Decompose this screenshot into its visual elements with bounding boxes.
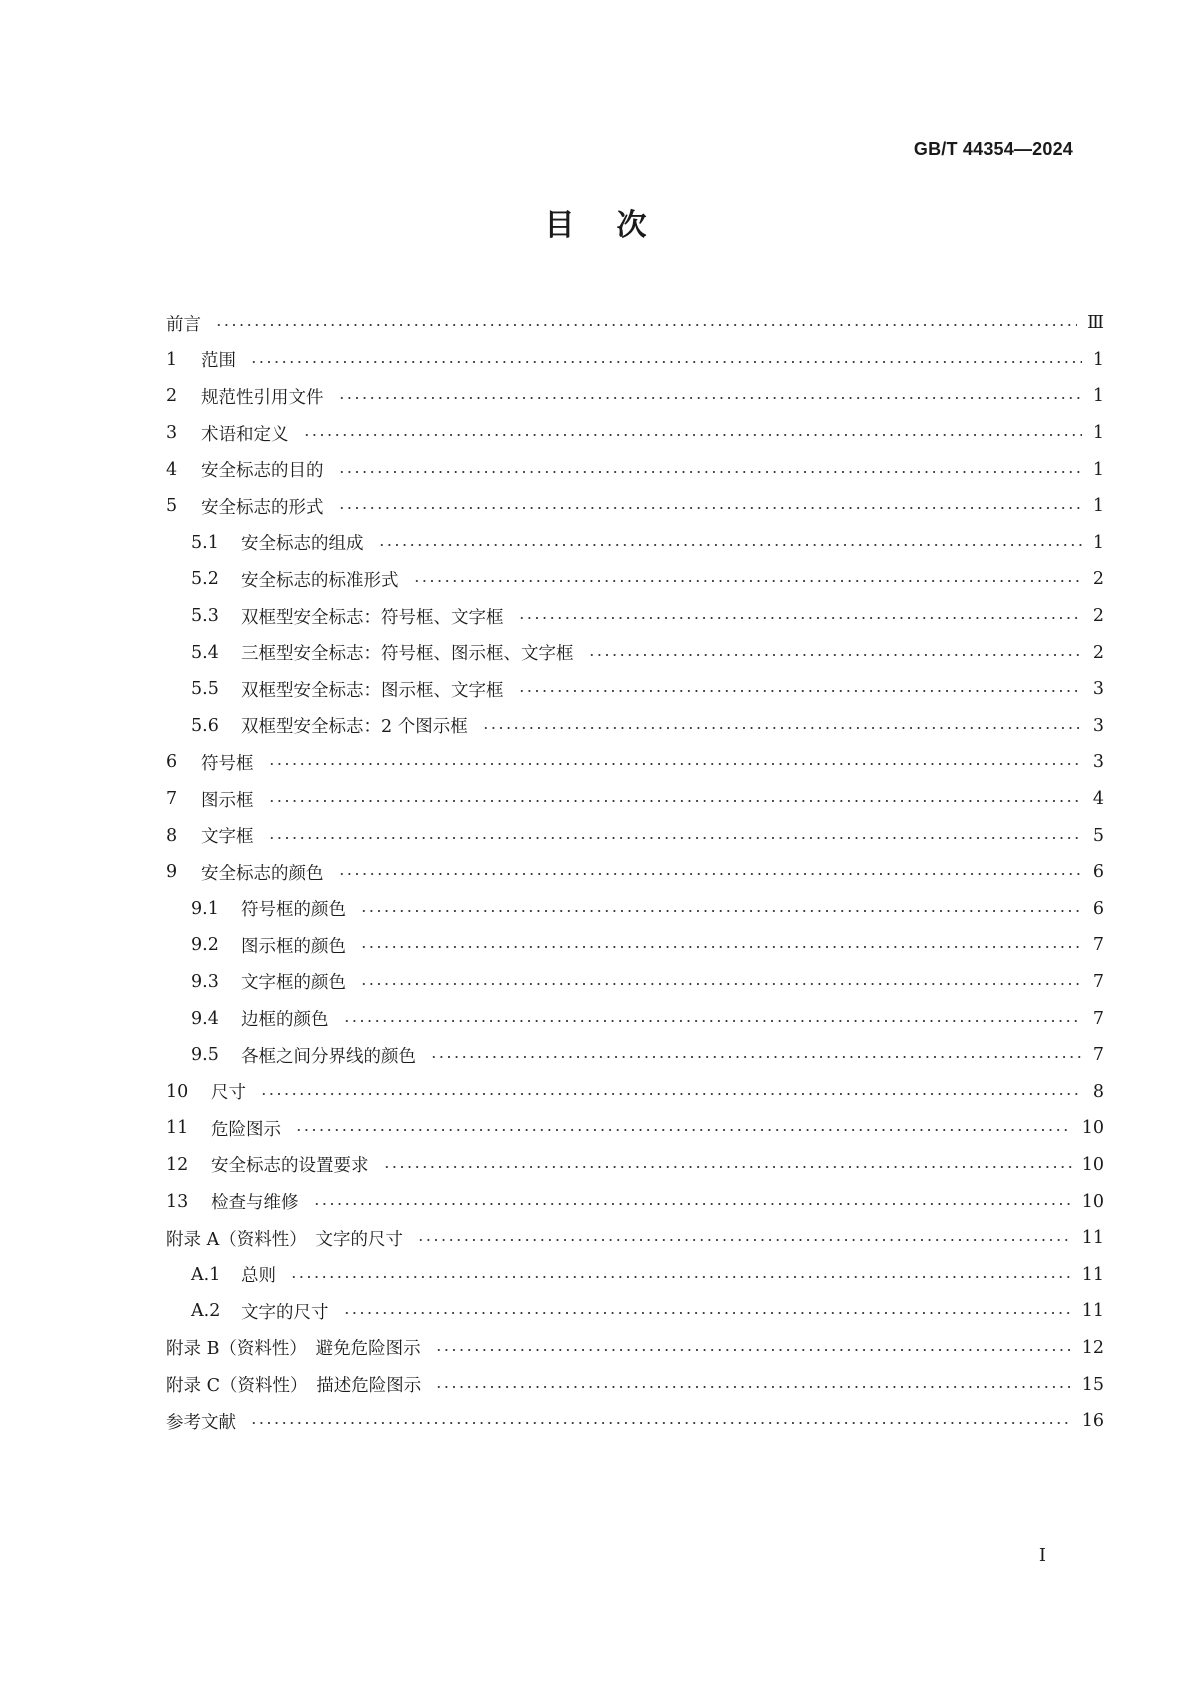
toc-entry-label: 双框型安全标志：2 个图示框 — [241, 717, 468, 738]
toc-entry-5-2[interactable] — [166, 561, 1104, 598]
toc-entry-page: 1 — [1092, 496, 1104, 517]
standard-code: GB/T 44354—2024 — [913, 139, 1073, 159]
leader-dots — [338, 396, 1083, 400]
toc-entry-label: 参考文献 — [166, 1412, 236, 1433]
toc-entry-label: 安全标志的颜色 — [201, 863, 324, 884]
toc-entry-page: 11 — [1081, 1264, 1104, 1285]
toc-entry-12[interactable] — [166, 1147, 1104, 1184]
toc-entry-page: 10 — [1081, 1154, 1104, 1175]
toc-entry-page: 8 — [1092, 1081, 1104, 1102]
toc-entry-5-6[interactable] — [166, 708, 1104, 745]
toc-entry-5-1[interactable] — [166, 525, 1104, 562]
toc-entry-number: 13 — [166, 1191, 189, 1212]
toc-entry-foreword[interactable] — [166, 305, 1104, 342]
toc-entry-2[interactable] — [166, 378, 1104, 415]
toc-entry-3[interactable] — [166, 415, 1104, 452]
toc-entry-10[interactable] — [166, 1073, 1104, 1110]
toc-entry-number: 3 — [166, 423, 178, 444]
toc-entry-label: 危险图示 — [211, 1119, 281, 1140]
leader-dots — [383, 1165, 1072, 1169]
leader-dots — [268, 762, 1083, 766]
leader-dots — [518, 616, 1083, 620]
toc-entry-page: 7 — [1092, 1008, 1104, 1029]
toc-entry-9-4[interactable] — [166, 1000, 1104, 1037]
toc-entry-page: 2 — [1092, 642, 1104, 663]
leader-dots — [295, 1128, 1072, 1132]
table-of-contents — [166, 305, 1104, 1439]
leader-dots — [260, 1092, 1082, 1096]
toc-entry-page: 1 — [1092, 423, 1104, 444]
toc-entry-page: Ⅲ — [1087, 313, 1104, 334]
toc-entry-5-3[interactable] — [166, 598, 1104, 635]
toc-entry-label: 总则 — [241, 1266, 276, 1287]
toc-entry-number: 5 — [166, 496, 178, 517]
toc-entry-page: 7 — [1092, 935, 1104, 956]
toc-entry-1[interactable] — [166, 342, 1104, 379]
toc-entry-label: 安全标志的形式 — [201, 497, 324, 518]
leader-dots — [413, 579, 1083, 583]
leader-dots — [313, 1202, 1072, 1206]
toc-entry-label: 双框型安全标志：图示框、文字框 — [241, 680, 504, 701]
toc-entry-number: 9.1 — [191, 898, 219, 919]
toc-entry-label: 各框之间分界线的颜色 — [241, 1046, 416, 1067]
leader-dots — [250, 1421, 1072, 1425]
leader-dots — [338, 470, 1083, 474]
toc-entry-label: 边框的颜色 — [241, 1010, 329, 1031]
leader-dots — [268, 799, 1083, 803]
toc-entry-6[interactable] — [166, 744, 1104, 781]
leader-dots — [360, 982, 1082, 986]
toc-entry-page: 7 — [1092, 1045, 1104, 1066]
leader-dots — [435, 1385, 1072, 1389]
toc-entry-label: 图示框 — [201, 790, 254, 811]
toc-entry-number: 2 — [166, 386, 178, 407]
toc-entry-page: 4 — [1092, 789, 1104, 810]
toc-entry-number: 9.2 — [191, 935, 219, 956]
toc-entry-page: 1 — [1092, 532, 1104, 553]
toc-entry-9[interactable] — [166, 854, 1104, 891]
toc-entry-label: 文字的尺寸 — [241, 1302, 329, 1323]
page-number: I — [1038, 1545, 1046, 1566]
toc-entry-page: 16 — [1081, 1411, 1104, 1432]
toc-entry-page: 10 — [1081, 1118, 1104, 1139]
leader-dots — [338, 506, 1083, 510]
toc-entry-8[interactable] — [166, 817, 1104, 854]
toc-entry-label: 安全标志的设置要求 — [211, 1156, 369, 1177]
toc-entry-7[interactable] — [166, 781, 1104, 818]
toc-entry-page: 5 — [1092, 825, 1104, 846]
toc-entry-number: 5.1 — [191, 532, 219, 553]
leader-dots — [360, 945, 1082, 949]
toc-entry-appendix-a[interactable] — [166, 1220, 1104, 1257]
toc-entry-number: 6 — [166, 752, 178, 773]
toc-entry-number: 7 — [166, 789, 178, 810]
toc-entry-label: 双框型安全标志：符号框、文字框 — [241, 607, 504, 628]
toc-entry-label: 安全标志的目的 — [201, 461, 324, 482]
leader-dots — [250, 360, 1082, 364]
leader-dots — [343, 1311, 1072, 1315]
toc-entry-page: 2 — [1092, 606, 1104, 627]
toc-entry-number: 10 — [166, 1081, 189, 1102]
leader-dots — [588, 653, 1083, 657]
toc-entry-label: 前言 — [166, 314, 201, 335]
toc-entry-number: A.2 — [191, 1301, 221, 1322]
toc-entry-label: 检查与维修 — [211, 1193, 299, 1214]
toc-entry-9-2[interactable] — [166, 927, 1104, 964]
toc-entry-a-1[interactable] — [166, 1256, 1104, 1293]
toc-entry-page: 15 — [1081, 1374, 1104, 1395]
toc-entry-page: 3 — [1092, 679, 1104, 700]
toc-entry-number: 9.4 — [191, 1008, 219, 1029]
leader-dots — [215, 323, 1077, 327]
toc-entry-11[interactable] — [166, 1110, 1104, 1147]
toc-entry-page: 10 — [1081, 1191, 1104, 1212]
toc-entry-appendix-b[interactable] — [166, 1330, 1104, 1367]
toc-entry-5-4[interactable] — [166, 634, 1104, 671]
toc-entry-13[interactable] — [166, 1183, 1104, 1220]
toc-entry-number: 9.3 — [191, 971, 219, 992]
toc-entry-page: 1 — [1092, 349, 1104, 370]
toc-entry-5[interactable] — [166, 488, 1104, 525]
page-title: 目次 — [544, 208, 689, 243]
leader-dots — [435, 1348, 1072, 1352]
leader-dots — [430, 1055, 1082, 1059]
toc-entry-label: 安全标志的组成 — [241, 534, 364, 555]
toc-entry-4[interactable] — [166, 451, 1104, 488]
toc-entry-label: 附录 B（资料性） 避免危险图示 — [166, 1339, 421, 1360]
toc-entry-number: 12 — [166, 1154, 189, 1175]
leader-dots — [417, 1238, 1072, 1242]
toc-entry-number: 8 — [166, 825, 178, 846]
leader-dots — [360, 909, 1082, 913]
toc-entry-page: 11 — [1081, 1301, 1104, 1322]
leader-dots — [303, 433, 1083, 437]
toc-entry-label: 文字框的颜色 — [241, 973, 346, 994]
toc-entry-9-5[interactable] — [166, 1037, 1104, 1074]
leader-dots — [268, 836, 1083, 840]
toc-entry-5-5[interactable] — [166, 671, 1104, 708]
toc-entry-page: 7 — [1092, 971, 1104, 992]
toc-entry-label: 三框型安全标志：符号框、图示框、文字框 — [241, 644, 574, 665]
leader-dots — [290, 1275, 1072, 1279]
toc-entry-page: 6 — [1092, 862, 1104, 883]
toc-entry-number: 9 — [166, 862, 178, 883]
toc-entry-number: A.1 — [191, 1264, 221, 1285]
leader-dots — [338, 872, 1083, 876]
toc-entry-label: 安全标志的标准形式 — [241, 570, 399, 591]
toc-entry-appendix-c[interactable] — [166, 1366, 1104, 1403]
leader-dots — [343, 1019, 1083, 1023]
toc-entry-page: 3 — [1092, 715, 1104, 736]
toc-entry-page: 6 — [1092, 898, 1104, 919]
toc-entry-a-2[interactable] — [166, 1293, 1104, 1330]
toc-entry-label: 规范性引用文件 — [201, 387, 324, 408]
toc-entry-page: 1 — [1092, 386, 1104, 407]
toc-entry-number: 1 — [166, 349, 178, 370]
toc-entry-page: 12 — [1081, 1337, 1104, 1358]
toc-entry-9-3[interactable] — [166, 964, 1104, 1001]
toc-entry-label: 符号框 — [201, 753, 254, 774]
toc-entry-label: 附录 C（资料性） 描述危险图示 — [166, 1376, 422, 1397]
toc-entry-page: 3 — [1092, 752, 1104, 773]
toc-entry-9-1[interactable] — [166, 891, 1104, 928]
leader-dots — [518, 689, 1083, 693]
toc-entry-page: 2 — [1092, 569, 1104, 590]
toc-entry-number: 5.2 — [191, 569, 219, 590]
toc-entry-number: 4 — [166, 459, 178, 480]
toc-entry-number: 5.4 — [191, 642, 219, 663]
toc-entry-label: 符号框的颜色 — [241, 900, 346, 921]
toc-entry-label: 范围 — [201, 351, 236, 372]
toc-entry-number: 11 — [166, 1118, 189, 1139]
leader-dots — [482, 726, 1082, 730]
toc-entry-number: 5.6 — [191, 715, 219, 736]
toc-entry-label: 尺寸 — [211, 1083, 246, 1104]
toc-entry-number: 5.3 — [191, 606, 219, 627]
toc-entry-number: 5.5 — [191, 679, 219, 700]
toc-entry-page: 1 — [1092, 459, 1104, 480]
toc-entry-label: 附录 A（资料性） 文字的尺寸 — [166, 1229, 403, 1250]
leader-dots — [378, 543, 1083, 547]
toc-entry-label: 图示框的颜色 — [241, 936, 346, 957]
toc-entry-bibliography[interactable] — [166, 1403, 1104, 1440]
toc-entry-page: 11 — [1081, 1228, 1104, 1249]
toc-entry-label: 术语和定义 — [201, 424, 289, 445]
toc-entry-label: 文字框 — [201, 827, 254, 848]
toc-entry-number: 9.5 — [191, 1045, 219, 1066]
